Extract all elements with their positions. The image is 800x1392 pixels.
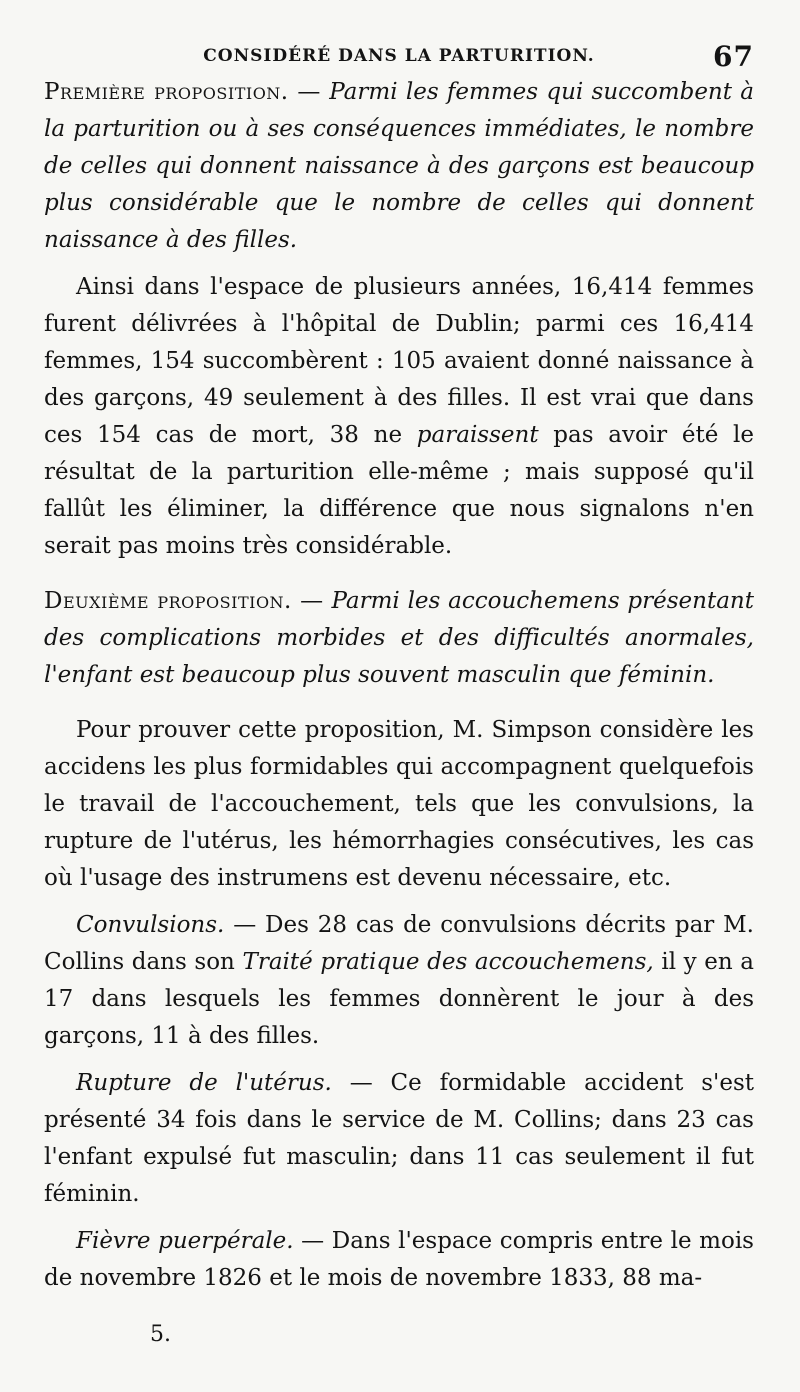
paragraph-text-2: il y en a 17 dans lesquels les femmes donnèrent le jour à des garçons, 11 à des filles. xyxy=(44,949,755,1049)
paragraph-text: — Ce formidable accident s'est présenté 34 fois dans le service de M. Collins; dans 23 cas l'enfant expulsé fut masculin; dans 11 cas seulement il fut féminin. xyxy=(44,1070,754,1207)
paragraph-convulsions xyxy=(44,907,754,1055)
signature-mark: 5. xyxy=(150,1322,171,1347)
proposition-text: Parmi les femmes qui succombent à la parturition ou à ses conséquences immédiates, le nombre de celles qui donnent naissance à des garçons est beaucoup plus considérable que le nombre de celles qui donnent naissance à des filles. xyxy=(44,79,754,253)
header-title: CONSIDÉRÉ DANS LA PARTURITION. xyxy=(203,46,595,66)
paragraph-text-2: pas avoir été le résultat de la parturition elle-même ; mais supposé qu'il fallût les éliminer, la différence que nous signalons n'en serait pas moins très considérable. xyxy=(44,422,754,559)
paragraph-italic: Traité pratique des accouchemens, xyxy=(242,949,654,975)
paragraph-first-proposition xyxy=(44,74,754,259)
paragraph-text: Ainsi dans l'espace de plusieurs années, 16,414 femmes furent délivrées à l'hôpital de Dublin; parmi ces 16,414 femmes, 154 succombèrent : 105 avaient donné naissance à des garçons, 49 seulement à des filles. Il est vrai que dans ces 154 cas de mort, 38 ne xyxy=(44,274,754,448)
proposition-text: Parmi les accouchemens présentant des complications morbides et des difficultés anormales, l'enfant est beaucoup plus souvent masculin que féminin. xyxy=(44,588,754,688)
page-number: 67 xyxy=(713,40,754,73)
paragraph-simpson xyxy=(44,712,754,897)
paragraph-text: — Des 28 cas de convulsions décrits par M. Collins dans son xyxy=(44,912,754,975)
paragraph-text: — Dans l'espace compris entre le mois de novembre 1826 et le mois de novembre 1833, 88 ma- xyxy=(44,1228,754,1291)
section-label: Rupture de l'utérus. xyxy=(76,1070,332,1096)
section-label: Fièvre puerpérale. xyxy=(76,1228,294,1254)
paragraph-rupture xyxy=(44,1065,754,1213)
proposition-label: Deuxième proposition. — xyxy=(44,588,324,614)
running-header xyxy=(44,40,754,74)
paragraph-second-proposition xyxy=(44,583,754,694)
section-label: Convulsions. xyxy=(76,912,225,938)
paragraph-dublin-stats xyxy=(44,269,754,565)
paragraph-italic: paraissent xyxy=(416,422,539,448)
paragraph-text: Pour prouver cette proposition, M. Simpson considère les accidens les plus formidables qui accompagnent quelquefois le travail de l'accouchement, tels que les convulsions, la rupture de l'utérus, les hémorrhagies consécutives, les cas où l'usage des instrumens est devenu nécessaire, etc. xyxy=(44,717,754,891)
proposition-label: Première proposition. — xyxy=(44,79,321,105)
paragraph-fievre xyxy=(44,1223,754,1297)
